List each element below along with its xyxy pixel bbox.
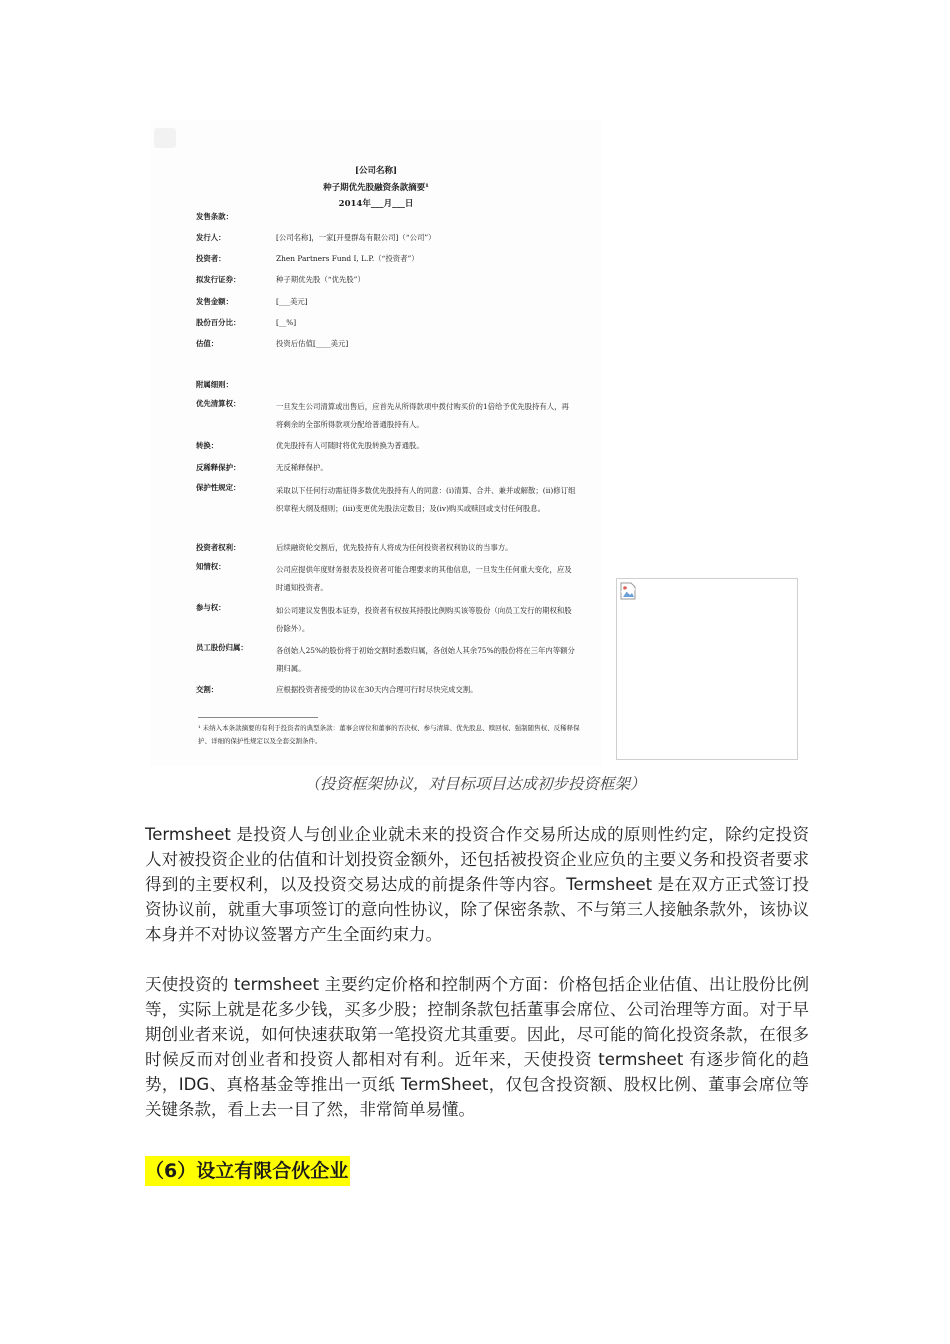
- term-row: [196, 482, 586, 513]
- term-row: [196, 683, 586, 697]
- term-label: 附属细则：: [196, 380, 233, 389]
- term-row: [196, 602, 586, 633]
- term-label: 优先清算权：: [196, 399, 241, 408]
- term-label: 参与权：: [196, 603, 226, 612]
- term-value: 一旦发生公司清算或出售后，应首先从所得款项中拨付购买价的1倍给予优先股持有人，再将剩余的全部所得款项分配给普通股持有人。: [276, 402, 569, 429]
- doc-company: [公司名称]: [354, 166, 398, 176]
- term-row: [196, 231, 586, 245]
- term-row: [196, 439, 586, 453]
- footnote-divider: [198, 717, 318, 718]
- broken-image-icon: [620, 582, 636, 600]
- doc-footnote: ¹ 未纳入本条款摘要的有利于投资者的典型条款：董事会席位和董事的否决权、参与清算、优先股息、赎回权、强制随售权、反稀释保护、详细的保护性规定以及全套交割条件。: [198, 724, 580, 745]
- term-label: 投资者：: [196, 254, 226, 263]
- term-row: [196, 337, 586, 351]
- image-caption: （投资框架协议，对目标项目达成初步投资框架）: [304, 775, 646, 793]
- term-row: [196, 642, 586, 673]
- term-label: 发售金额：: [196, 297, 233, 306]
- term-label: 发售条款：: [196, 212, 233, 221]
- term-row: [196, 295, 586, 309]
- doc-title: 种子期优先股融资条款摘要¹: [323, 183, 429, 193]
- term-row: [196, 398, 586, 429]
- term-value: 各创始人25%的股份将于初始交割时悉数归属，各创始人其余75%的股份将在三年内等额分期归属。: [276, 646, 575, 673]
- paragraph: 天使投资的 termsheet 主要约定价格和控制两个方面：价格包括企业估值、出让股份比例等，实际上就是花多少钱，买多少股；控制条款包括董事会席位、公司治理等方面。对于早期创业者来说，如何快速获取第一笔投资尤其重要。因此，尽可能的简化投资条款，在很多时候反而对创业者和投资人都相对有利。近年来，天使投资 termsheet 有逐步简化的趋势，IDG、真格基金等推出一页纸 TermSheet，仅包含投资额、股权比例、董事会席位等关键条款，看上去一目了然，非常简单易懂。: [145, 975, 809, 1119]
- term-label: 交割：: [196, 685, 219, 694]
- paragraph: Termsheet 是投资人与创业企业就未来的投资合作交易所达成的原则性约定，除约定投资人对被投资企业的估值和计划投资金额外，还包括被投资企业应负的主要义务和投资者要求得到的主要权利，以及投资交易达成的前提条件等内容。Termsheet 是在双方正式签订投资协议前，就重大事项签订的意向性协议，除了保密条款、不与第三人接触条款外，该协议本身并不对协议签署方产生全面约束力。: [145, 825, 809, 944]
- term-value: [___美元]: [276, 297, 308, 306]
- term-label: 投资者权利：: [196, 543, 241, 552]
- term-row: [196, 273, 586, 287]
- term-value: 如公司建议发售股本证券，投资者有权按其持股比例购买该等股份（向员工发行的期权和股份除外）。: [276, 606, 572, 633]
- term-label: 员工股份归属：: [196, 643, 248, 652]
- broken-image-placeholder: [616, 578, 798, 760]
- term-label: 估值：: [196, 339, 219, 348]
- term-value: 后续融资轮交割后，优先股持有人将成为任何投资者权利协议的当事方。: [276, 543, 513, 552]
- term-label: 股份百分比：: [196, 318, 241, 327]
- term-value: 无反稀释保护。: [276, 463, 328, 472]
- section-heading: （6）设立有限合伙企业: [145, 1156, 350, 1186]
- term-row: [196, 252, 586, 266]
- term-value: 采取以下任何行动需征得多数优先股持有人的同意：(i)清算、合并、兼并或解散；(ii)修订组织章程大纲及细则；(iii)变更优先股法定数目；及(iv)购买或赎回或支付任何股息。: [276, 486, 576, 513]
- term-row: [196, 541, 586, 555]
- term-label: 转换：: [196, 441, 219, 450]
- term-row: [196, 316, 586, 330]
- term-label: 发行人：: [196, 233, 226, 242]
- term-row: [196, 561, 586, 592]
- term-value: 优先股持有人可随时将优先股转换为普通股。: [276, 441, 424, 450]
- doc-date: 2014年___月___日: [338, 199, 414, 209]
- term-label: 保护性规定：: [196, 483, 241, 492]
- term-value: 种子期优先股（“优先股”）: [276, 275, 365, 284]
- term-label: 拟发行证券：: [196, 275, 241, 284]
- term-value: Zhen Partners Fund I, L.P.（“投资者”）: [276, 254, 419, 263]
- term-row: [196, 378, 586, 392]
- term-row: [196, 210, 586, 224]
- termsheet-scan-image: [150, 120, 602, 765]
- term-value: [__%]: [276, 318, 297, 327]
- term-value: 公司应提供年度财务报表及投资者可能合理要求的其他信息，一旦发生任何重大变化，应及时通知投资者。: [276, 565, 572, 592]
- term-label: 知情权：: [196, 562, 226, 571]
- term-row: [196, 461, 586, 475]
- scan-smudge: [154, 128, 176, 148]
- term-value: 应根据投资者接受的协议在30天内合理可行时尽快完成交割。: [276, 685, 478, 694]
- term-value: [公司名称]，一家[开曼群岛有限公司]（“公司”）: [276, 233, 436, 242]
- term-value: 投资后估值[____美元]: [276, 339, 349, 348]
- term-label: 反稀释保护：: [196, 463, 241, 472]
